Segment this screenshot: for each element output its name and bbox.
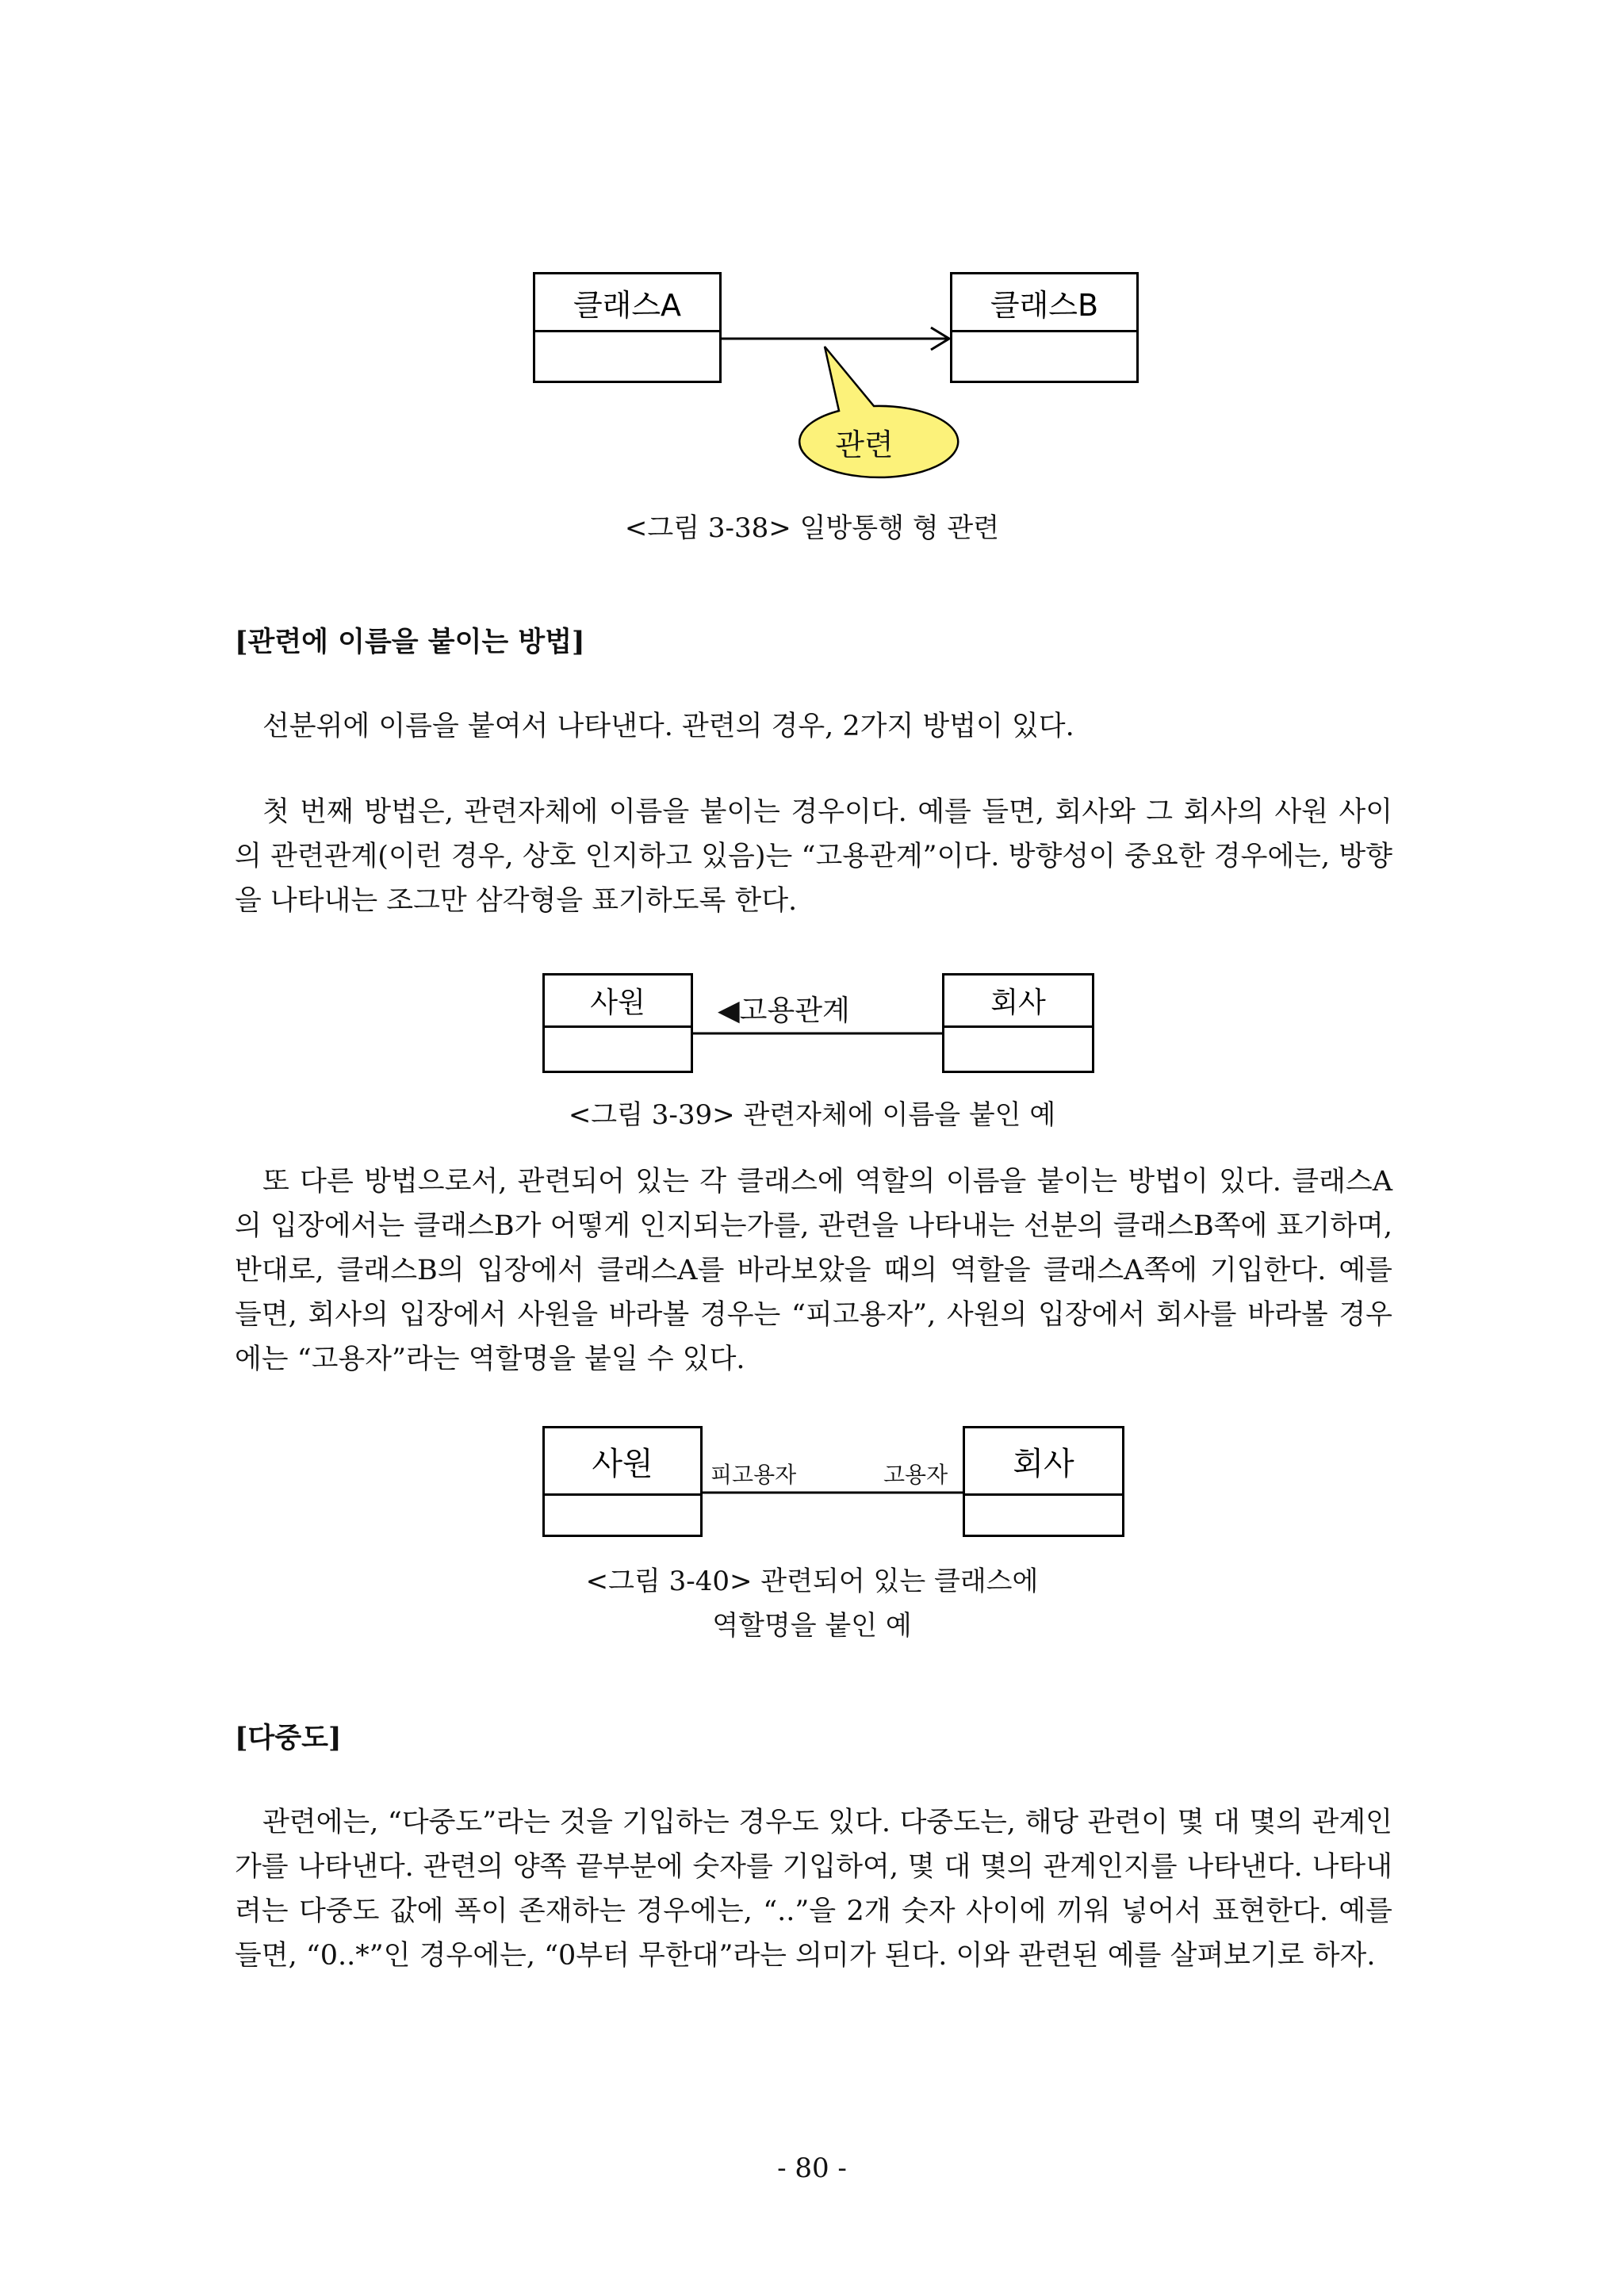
- company-class-name: 회사: [944, 976, 1092, 1028]
- paragraph-text: 관련에는, “다중도”라는 것을 기입하는 경우도 있다. 다중도는, 해당 관련이 몇 대 몇의 관계인가를 나타낸다. 관련의 양쪽 끝부분에 숫자를 기입하여, 몇 대 몇의 관계인지를 나타낸다. 나타내려는 다중도 값에 폭이 존재하는 경우에는, “..”을 2개 숫자 사이에 끼워 넣어서 표현한다. 예를 들면, “0..*”인 경우에는, “0부터 무한대”라는 의미가 된다. 이와 관련된 예를 살펴보기로 하자.: [235, 1807, 1392, 1972]
- association-line: [0, 1428, 1624, 1547]
- paragraph-text: 선분위에 이름을 붙여서 나타낸다. 관련의 경우, 2가지 방법이 있다.: [262, 711, 1074, 742]
- figure-caption-3-38: <그림 3-38> 일방통행 형 관련: [624, 512, 1000, 544]
- section-heading-naming: [관련에 이름을 붙이는 방법]: [235, 626, 585, 658]
- employee-class-name: 사원: [545, 976, 691, 1028]
- figure-caption-3-40-line2: 역할명을 붙인 예: [712, 1610, 912, 1642]
- page-number: - 80 -: [777, 2152, 847, 2184]
- figure-caption-3-40-line1: <그림 3-40> 관련되어 있는 클래스에: [585, 1566, 1039, 1597]
- role-label-right: 고용자: [883, 1462, 948, 1488]
- callout-label: 관련: [835, 427, 894, 462]
- paragraph-text: 첫 번째 방법은, 관련자체에 이름을 붙이는 경우이다. 예를 들면, 회사와 그 회사의 사원 사이의 관련관계(이런 경우, 상호 인지하고 있음)는 “고용관계”이다. 방향성이 중요한 경우에는, 방향을 나타내는 조그만 삼각형을 표기하도록 한다.: [235, 796, 1392, 917]
- employee-class-name: 사원: [545, 1428, 700, 1496]
- company-class-name: 회사: [965, 1428, 1122, 1496]
- association-name-label: ◀고용관계: [718, 995, 850, 1027]
- section-heading-multiplicity: [다중도]: [235, 1722, 342, 1754]
- paragraph-intro: [235, 704, 1392, 749]
- association-line: [0, 952, 1624, 1110]
- class-b-name: 클래스B: [952, 274, 1136, 332]
- figure-caption-3-39: <그림 3-39> 관련자체에 이름을 붙인 예: [568, 1099, 1056, 1131]
- class-a-name: 클래스A: [535, 274, 719, 332]
- association-arrow: [0, 0, 1624, 555]
- paragraph-second-method: [235, 1159, 1392, 1382]
- paragraph-text: 또 다른 방법으로서, 관련되어 있는 각 클래스에 역할의 이름을 붙이는 방법이 있다. 클래스A의 입장에서는 클래스B가 어떻게 인지되는가를, 관련을 나타내는 선분의 클래스B쪽에 표기하며, 반대로, 클래스B의 입장에서 클래스A를 바라보았을 때의 역할을 클래스A쪽에 기입한다. 예를 들면, 회사의 입장에서 사원을 바라볼 경우는 “피고용자”, 사원의 입장에서 회사를 바라볼 경우에는 “고용자”라는 역할명을 붙일 수 있다.: [235, 1166, 1392, 1375]
- paragraph-multiplicity: [235, 1800, 1392, 1978]
- paragraph-first-method: [235, 790, 1392, 923]
- role-label-left: 피고용자: [710, 1462, 797, 1488]
